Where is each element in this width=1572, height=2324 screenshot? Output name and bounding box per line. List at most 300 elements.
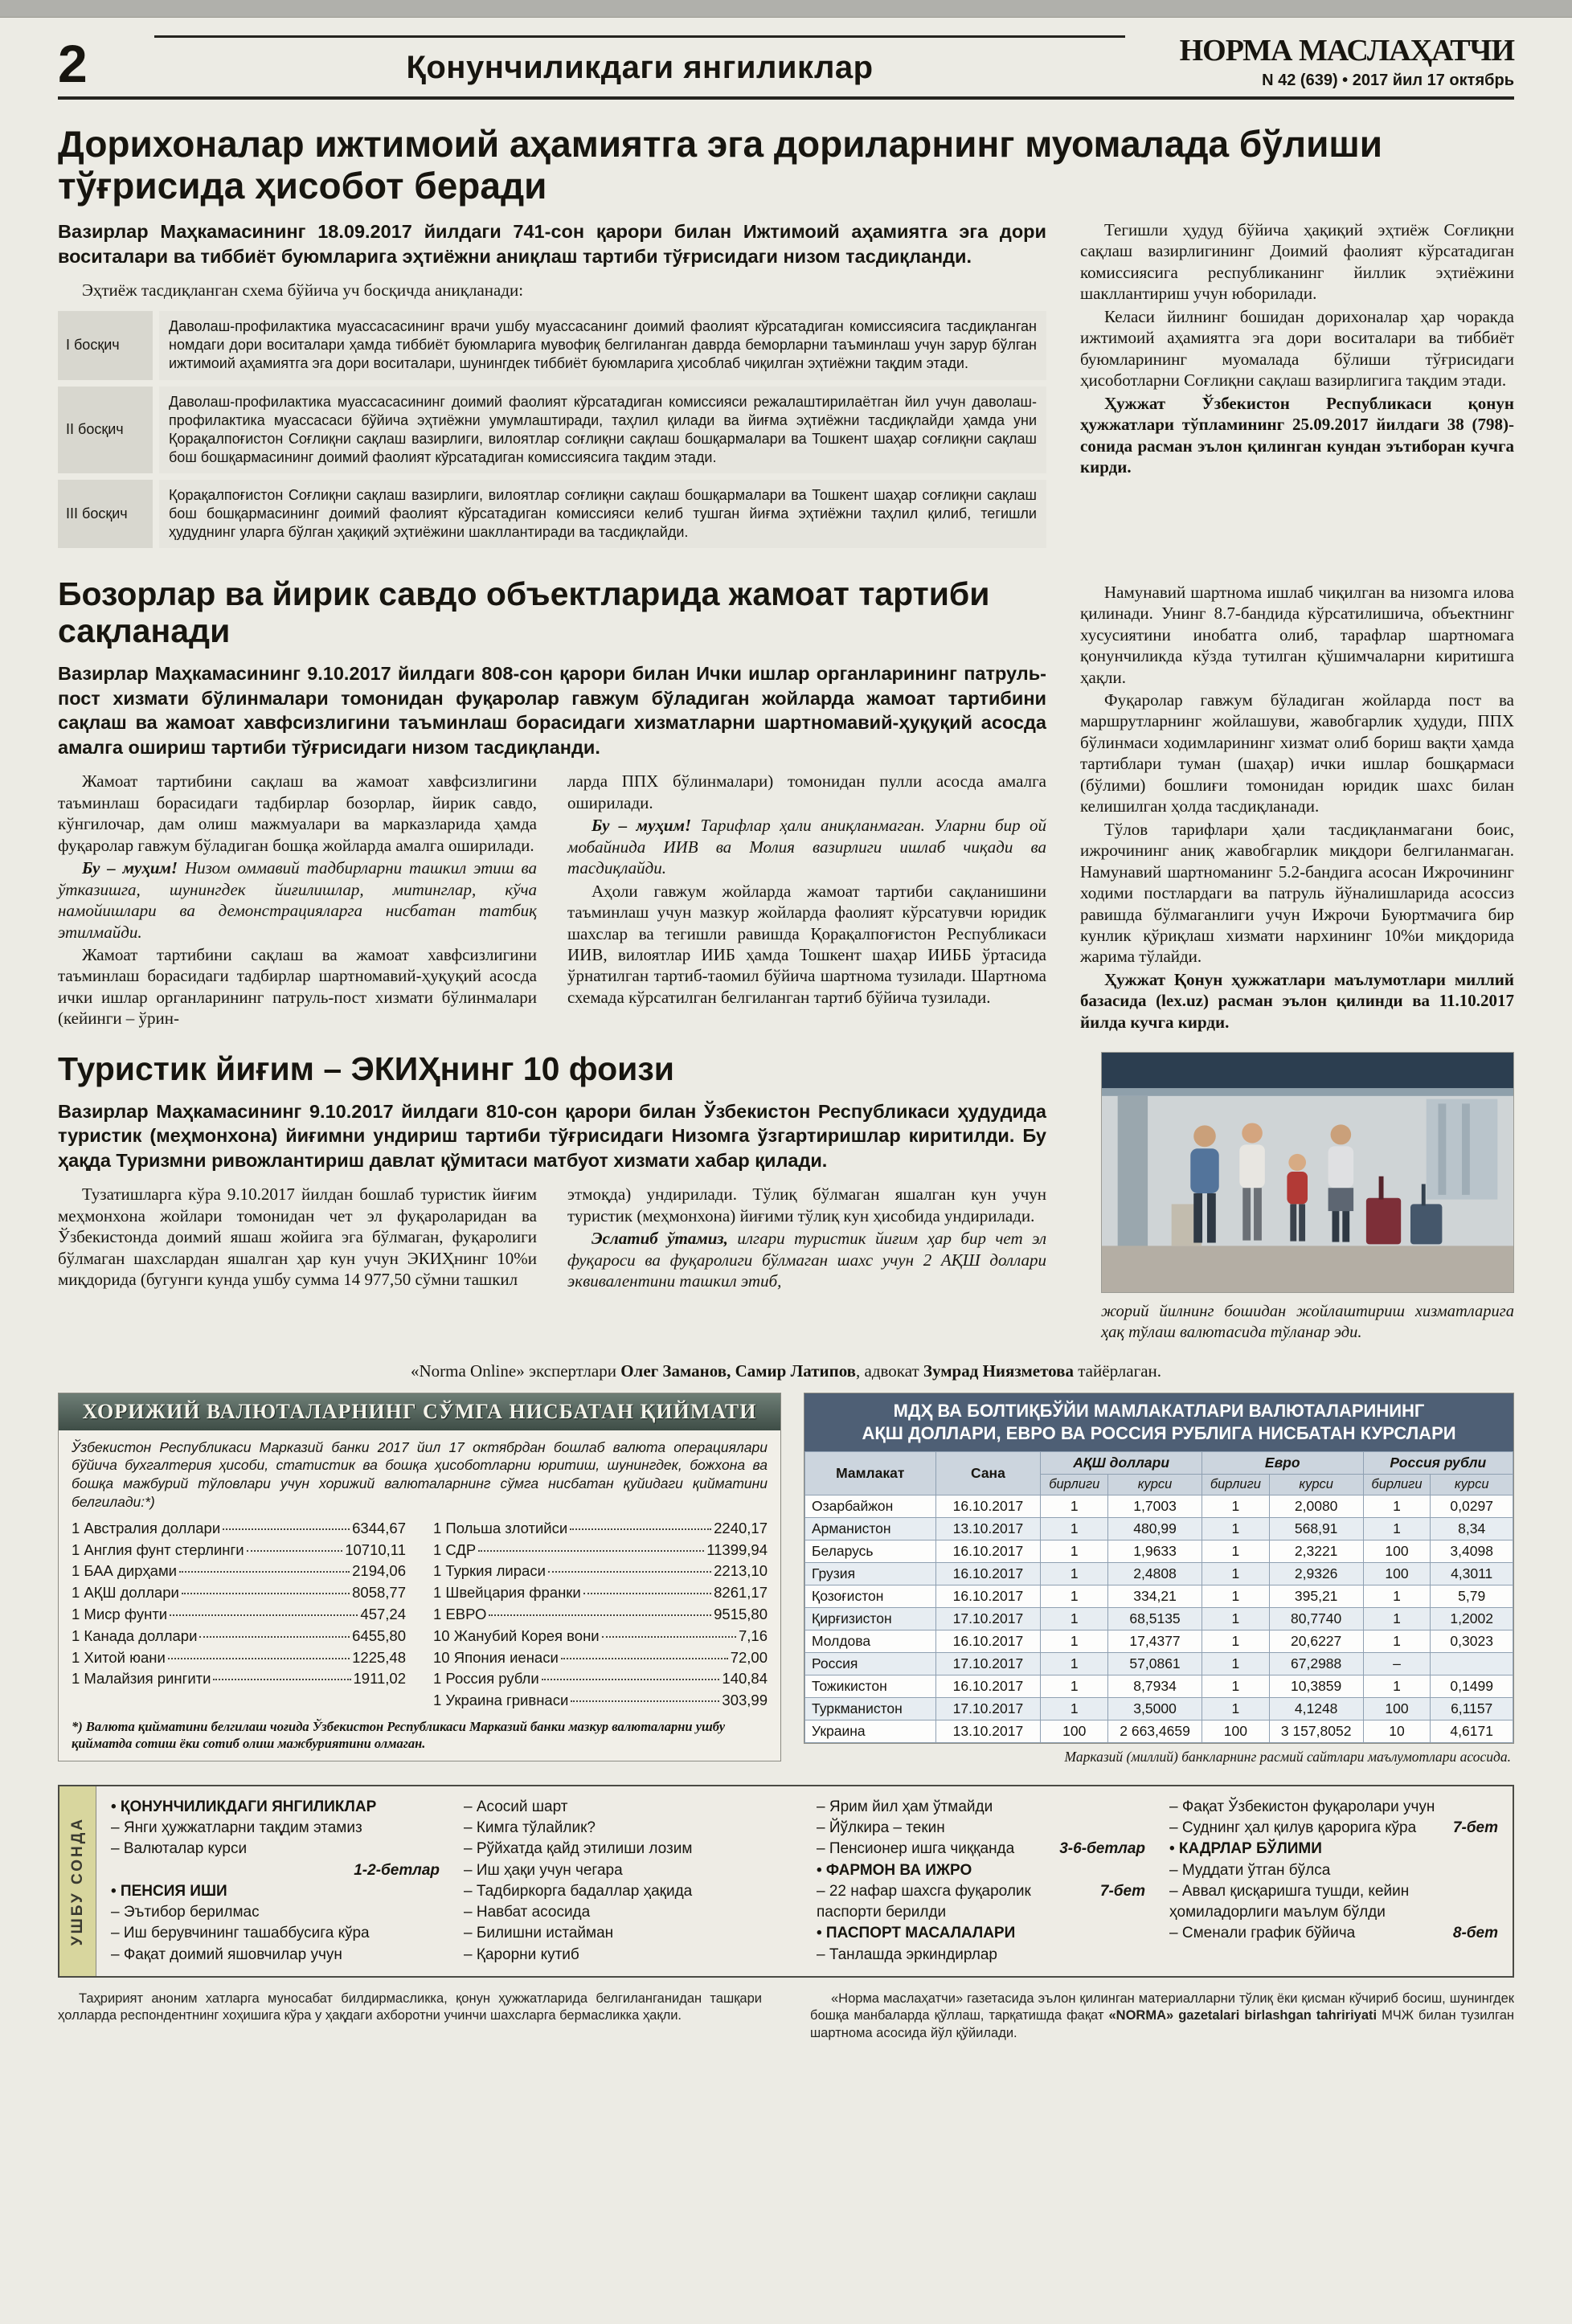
currency-label: 1 Швейцария франки [433,1584,581,1602]
toc-entry-text: – Фақат Ўзбекистон фуқаролари учун [1169,1798,1435,1816]
dotted-leader [199,1636,350,1638]
cell-usd-unit: 1 [1041,1495,1108,1518]
cell-country: Озарбайжон [805,1495,936,1518]
copyright-note [810,1991,1514,2042]
cell-usd-unit: 1 [1041,1675,1108,1698]
toc-entry-text: – Фақат доимий яшовчилар учун [111,1946,342,1963]
currency-rate-item [433,1518,768,1540]
cell-usd-rate: 17,4377 [1108,1630,1202,1653]
cell-date: 16.10.2017 [935,1540,1041,1563]
currency-value: 303,99 [722,1692,768,1709]
toc-entry-text: – Суднинг ҳал қилув қарорига кўра [1169,1819,1417,1837]
table-header [805,1452,1513,1495]
currency-value: 140,84 [722,1670,768,1688]
cell-usd-unit: 1 [1041,1563,1108,1585]
cell-eur-rate: 568,91 [1269,1518,1363,1540]
page-header [58,35,1514,100]
currency-rate-item [433,1604,768,1626]
toc-column [464,1797,792,1966]
dotted-leader [548,1571,711,1573]
stages-intro: Эҳтиёж тасдиқланган схема бўйича уч босқичда аниқланади: [82,280,524,301]
toc-entry-text: – Тадбиркорга бадаллар ҳақида [464,1882,693,1900]
photo-caption: жорий йилнинг бошидан жойлаштириш хизматларига ҳақ тўлаш валютасида тўланар эди. [1101,1303,1514,1342]
text-column [567,1184,1046,1291]
toc-entry [1169,1839,1498,1860]
cell-usd-unit: 1 [1041,1540,1108,1563]
cell-usd-rate: 8,7934 [1108,1675,1202,1698]
toc-entry [464,1839,792,1860]
currency-label: 10 Япония иенаси [433,1648,559,1666]
currency-label: 1 ЕВРО [433,1605,487,1622]
currency-value: 6344,67 [352,1519,406,1536]
toc-entry-text: – Иш ҳақи учун чегара [464,1861,623,1879]
cell-rub-unit: 10 [1363,1720,1431,1743]
toc-entry-text: – Пенсионер ишга чиққанда [817,1840,1015,1858]
cell-rub-rate: 0,1499 [1431,1675,1513,1698]
toc-column [1169,1797,1498,1966]
cell-eur-rate: 20,6227 [1269,1630,1363,1653]
footer-notes [58,1991,1514,2042]
sub-header-rate: курси [1108,1475,1202,1495]
sub-header-unit: бирлиги [1202,1475,1269,1495]
dotted-leader [602,1636,736,1638]
stage-row [58,387,1046,473]
text-column [567,771,1046,1029]
currency-value: 2240,17 [714,1519,768,1536]
fx-list-column [72,1518,406,1712]
tourists-photo [1101,1052,1514,1293]
credit-text: «Norma Online» экспертлари [410,1360,621,1381]
cell-usd-rate: 3,5000 [1108,1698,1202,1720]
stages-scheme [58,311,1046,547]
article-title: Туристик йиғим – ЭКИҲнинг 10 фоизи [58,1049,674,1087]
currency-rate-item [72,1582,406,1604]
cell-rub-rate: 5,79 [1431,1585,1513,1608]
col-header-country: Мамлакат [805,1452,936,1495]
table-row [805,1720,1513,1743]
cell-rub-rate: 3,4098 [1431,1540,1513,1563]
fx-rates-board [58,1393,781,1761]
cell-eur-rate: 395,21 [1269,1585,1363,1608]
issue-contents [58,1785,1514,1978]
cell-eur-unit: 100 [1202,1720,1269,1743]
article-lead: Вазирлар Маҳкамасининг 9.10.2017 йилдаги 808-сон қарори билан Ички ишлар органларининг патруль-пост хизмати бўлинмалари томонидан фуқаролар гавжум бўладиган жойларда жамоат тартибини сақлаш ва жамоат хавфсизлигини таъминлаш борасидаги хизматларни шартномавий-ҳуқуқий асосда амалга ошириш тартиби тўғрисидаги низом тасдиқланди. [58,663,1046,758]
cell-rub-unit: 1 [1363,1608,1431,1630]
cell-eur-rate: 3 157,8052 [1269,1720,1363,1743]
toc-entry-text: – Рўйхатда қайд этилиши лозим [464,1840,693,1858]
toc-entry [464,1818,792,1839]
toc-entry-text: – Сменали график бўйича [1169,1925,1356,1942]
copyright-text: МЧЖ билан тузилган шартнома асосида йўл қўйилади. [810,2008,1514,2040]
currency-label: 1 Россия рубли [433,1670,539,1688]
toc-entry-text: – Янги ҳужжатларни тақдим этамиз [111,1819,362,1837]
cell-rub-unit: 1 [1363,1585,1431,1608]
table-body [805,1495,1513,1743]
table-row [805,1540,1513,1563]
cell-rub-unit: 1 [1363,1495,1431,1518]
section-banner [154,35,1125,92]
toc-entry [111,1839,440,1860]
cell-eur-unit: 1 [1202,1675,1269,1698]
cell-date: 17.10.2017 [935,1653,1041,1675]
article-paragraph: Тегишли ҳудуд бўйича ҳақиқий эҳтиёж Соғлиқни сақлаш вазирлигининг Доимий фаолият кўрсатадиган комиссиясига республиканинг йиллик эҳтиёжини шакллантириш учун юборилади. [1080,220,1514,304]
cell-rub-rate: 4,6171 [1431,1720,1513,1743]
toc-entry-text: – Муддати ўтган бўлса [1169,1861,1331,1879]
toc-entry-text: • ҚОНУНЧИЛИКДАГИ ЯНГИЛИКЛАР [111,1798,377,1816]
dotted-leader [478,1550,704,1552]
cell-date: 16.10.2017 [935,1495,1041,1518]
cis-rates-board [804,1393,1514,1744]
cell-eur-unit: 1 [1202,1698,1269,1720]
currency-value: 10710,11 [345,1540,406,1558]
table-row [805,1630,1513,1653]
table-row [805,1495,1513,1518]
dotted-leader [179,1571,350,1573]
dotted-leader [542,1679,720,1680]
article-paragraph: Ҳужжат Ўзбекистон Республикаси қонун ҳужжатлари тўпламининг 25.09.2017 йилдаги 38 (798)-сонида расман эълон қилинган кундан эътиборан кучга кирди. [1080,393,1514,477]
toc-entry-text: – Аввал қисқаришга тушди, кейин ҳомиладорлиги маълум бўлди [1169,1882,1410,1921]
currency-rate-item [72,1668,406,1690]
currency-label: 1 БАА дирҳами [72,1562,177,1580]
col-header-usd: АҚШ доллари [1041,1452,1202,1475]
article-paragraph: этмоқда) ундирилади. Тўлиқ бўлмаган яшалган кун учун туристик (меҳмонхона) йиғими тўлиқ кун ҳисобида ундирилади. [567,1185,1046,1225]
toc-entry [817,1945,1145,1966]
article-paragraph: Фуқаролар гавжум бўладиган жойларда пост ва маршрутларнинг жойлашуви, жавобгарлик ҳудуди, ППХ бўлинмаси ходимларининг хизмат олиб бориш вақти ҳамда тартиблари туман (шаҳар) ички ишлар бошқармаси (бўлими) бошлиғи томонидан юридик шахс билан келишилган ҳолда тасдиқланади. [1080,690,1514,816]
currency-value: 2213,10 [714,1562,768,1580]
dotted-leader [571,1700,719,1702]
cell-usd-unit: 100 [1041,1720,1108,1743]
article-paragraph: Жамоат тартибини сақлаш ва жамоат хавфсизлигини таъминлаш борасидаги тадбирлар бозорлар, йирик савдо, кўнгилочар, дам олиш мажмуалари ва марказларида ҳамда фуқаролар гавжум бўладиган бошқа жойларда амалга оширилади. [58,771,537,855]
fx-list-column [433,1518,768,1712]
important-note [567,815,1046,878]
important-text: Низом оммавий тадбирларни ташкил этиш ва ўтказишга, шунингдек йиғилишлар, митинглар, кўча намойишлари ва демонстрацияларга нисбатан татбиқ этилмайди. [58,858,537,942]
currency-rate-item [433,1626,768,1647]
cell-rub-rate: 8,34 [1431,1518,1513,1540]
toc-entry-text: – Танлашда эркиндирлар [817,1946,998,1963]
cell-date: 16.10.2017 [935,1585,1041,1608]
toc-entry [464,1902,792,1923]
toc-entry [111,1797,440,1818]
toc-entry-text: – Эътибор берилмас [111,1904,260,1921]
currency-rate-item [433,1690,768,1712]
toc-entry-text: – Асосий шарт [464,1798,568,1816]
dotted-leader [213,1679,350,1680]
important-note [58,857,537,943]
currency-label: 1 Украина гривнаси [433,1692,569,1709]
toc-entry-text: – Валюталар курси [111,1840,248,1858]
cell-country: Молдова [805,1630,936,1653]
col-header-eur: Евро [1202,1452,1363,1475]
currency-value: 11399,94 [706,1540,768,1558]
toc-entry [1169,1881,1498,1923]
stage-row [58,311,1046,379]
currency-rate-item [72,1604,406,1626]
toc-entry [817,1797,1145,1818]
cell-eur-unit: 1 [1202,1518,1269,1540]
table-row [805,1608,1513,1630]
currency-label: 1 Канада доллари [72,1626,198,1644]
stage-text: Даволаш-профилактика муассасасининг врачи ушбу муассасанинг доимий фаолият кўрсатадиган комиссиясига тасдиқланган номдаги дори воситалари ҳамда тиббиёт буюмларига мувофиқ белгиланган даврда беморларни таъминлаш учун зарур бўлган ижтимоий аҳамиятга эга дори воситалари, шунингдек тиббиёт буюмларига ҳисоблаб чиқилган эҳтиёжни тақдим этади. [159,311,1046,379]
cell-country: Россия [805,1653,936,1675]
toc-page-ref: 7-бет [1099,1882,1145,1900]
dotted-leader [489,1614,711,1616]
currency-rate-item [433,1582,768,1604]
cell-rub-unit: 1 [1363,1675,1431,1698]
article-lead: Вазирлар Маҳкамасининг 9.10.2017 йилдаги 810-сон қарори билан Ўзбекистон Республикаси ҳудудида туристик (меҳмонхона) йиғимни ундириш тартиби тўғрисидаги Низомга ўзгартиришлар киритилди. Бу ҳақда Туризмни ривожлантириш давлат қўмитаси матбуот хизмати хабар қилади. [58,1100,1046,1171]
cell-rub-unit: – [1363,1653,1431,1675]
currency-label: 1 АҚШ доллари [72,1584,179,1602]
toc-entry [111,1902,440,1923]
toc-entry-text: – Йўлкира – текин [817,1819,945,1837]
cell-eur-unit: 1 [1202,1630,1269,1653]
currency-rate-item [433,1540,768,1561]
toc-entry [1169,1797,1498,1818]
sub-header-rate: курси [1431,1475,1513,1495]
dotted-leader [561,1658,728,1659]
currency-label: 1 Австралия доллари [72,1519,221,1536]
toc-entry [111,1923,440,1944]
reminder-text: илгари туристик йиғим ҳар бир чет эл фуқароси ва фуқаролиги бўлмаган шахс учун 2 АҚШ доллари эквивалентини ташкил этиб, [567,1229,1046,1291]
toc-entry-text: – Кимга тўлайлик? [464,1819,596,1837]
issue-contents-strip [59,1786,96,1976]
toc-entry-text: • ФАРМОН ВА ИЖРО [817,1861,972,1879]
sub-header-unit: бирлиги [1041,1475,1108,1495]
toc-entry-text: • КАДРЛАР БЎЛИМИ [1169,1840,1322,1858]
cell-usd-unit: 1 [1041,1630,1108,1653]
cell-usd-rate: 334,21 [1108,1585,1202,1608]
currency-label: 1 СДР [433,1540,477,1558]
toc-entry [111,1945,440,1966]
cell-usd-rate: 68,5135 [1108,1608,1202,1630]
toc-entry [111,1860,440,1881]
publisher-name: «NORMA» gazetalari birlashgan tahririyati [1108,2008,1378,2023]
currency-rate-item [72,1626,406,1647]
toc-entry-text: • ПЕНСИЯ ИШИ [111,1882,227,1900]
lawyer-name: Зумрад Ниязметова [923,1360,1074,1381]
currency-label: 1 Миср фунти [72,1605,168,1622]
cell-rub-rate: 1,2002 [1431,1608,1513,1630]
cell-country: Туркманистон [805,1698,936,1720]
cell-rub-rate: 0,0297 [1431,1495,1513,1518]
cell-usd-rate: 1,7003 [1108,1495,1202,1518]
sub-header-unit: бирлиги [1363,1475,1431,1495]
table-row [805,1653,1513,1675]
article-paragraph: Тўлов тарифлари ҳали тасдиқланмагани боис, ижрочининг аниқ жавобгарлик миқдори белгиланмаган. Намунавий шартноманинг 5.2-бандига асосан Ижрочининг ходими постлардаги ва патруль йўналишларида асоссиз равишда бўлмаганлиги учун Ижрочи Буюртмачига бир кунлик қўриқлаш хизмати нархининг 10%и миқдорида жарима тўлайди. [1080,819,1514,967]
article-pharmacy [58,124,1514,554]
toc-entry [111,1881,440,1902]
right-rail [1080,554,1514,1344]
cell-eur-rate: 10,3859 [1269,1675,1363,1698]
cell-usd-rate: 480,99 [1108,1518,1202,1540]
cell-usd-unit: 1 [1041,1585,1108,1608]
table-row [805,1698,1513,1720]
cis-board-title [804,1393,1513,1451]
fx-board-title: ХОРИЖИЙ ВАЛЮТАЛАРНИНГ СЎМГА НИСБАТАН ҚИЙМАТИ [59,1393,780,1430]
currency-value: 8261,17 [714,1584,768,1602]
text-column [58,1184,537,1291]
cell-rub-rate: 0,3023 [1431,1630,1513,1653]
cell-country: Арманистон [805,1518,936,1540]
cell-eur-rate: 2,3221 [1269,1540,1363,1563]
toc-entry [464,1923,792,1944]
dotted-leader [223,1528,350,1530]
cell-country: Қозоғистон [805,1585,936,1608]
table-row [805,1563,1513,1585]
stage-label: II босқич [58,387,153,473]
article-paragraph: Намунавий шартнома ишлаб чиқилган ва низомга илова қилинади. Унинг 8.7-бандида кўрсатилишича, объектнинг хусусиятини инобатга олиб, тарафлар шартномага қонунчиликда кўзда тутилган қўшимчаларни киритишга ҳақли. [1080,582,1514,687]
stage-label: III босқич [58,480,153,548]
currency-value: 1911,02 [353,1670,406,1688]
important-label: Бу – муҳим! [592,816,692,836]
stage-row [58,480,1046,548]
stage-text: Қорақалпоғистон Соғлиқни сақлаш вазирлиги, вилоятлар соғлиқни сақлаш бошқармалари ва Тошкент шаҳар соғлиқни сақлаш бош бошқармасининг доимий фаолият кўрсатадиган комиссияси келиб тушган йиғма эҳтиёжни таҳлил қилиб, тегишли ҳудуднинг уларга бўлган ҳақиқий эҳтиёжини шакллантиради ва тасдиқлайди. [159,480,1046,548]
cell-rub-unit: 100 [1363,1698,1431,1720]
reminder-label: Эслатиб ўтамиз, [592,1229,728,1249]
cell-date: 16.10.2017 [935,1630,1041,1653]
cell-usd-unit: 1 [1041,1653,1108,1675]
masthead-block [1152,35,1514,92]
cell-country: Беларусь [805,1540,936,1563]
article-tourism [58,1050,1046,1292]
toc-entry [1169,1923,1498,1944]
stage-text: Даволаш-профилактика муассасасининг доимий фаолият кўрсатадиган комиссияси режалаштирилаётган йил учун даволаш-профилактика муассасаси бўйича эҳтиёжни умумлаштиради, таҳлил қилади ва йиғма эҳтиёжни тасдиқлайди ҳамда уни Қорақалпоғистон Соғлиқни сақлаш вазирлиги, вилоятлар соғлиқни сақлаш бошқармалари ва Тошкент шаҳар соғлиқни сақлаш бош бошқармасининг доимий фаолият кўрсатадиган комиссиясига тақдим этади. [159,387,1046,473]
editorial-policy-note: Таҳририят аноним хатларга муносабат билдирмасликка, қонун ҳужжатларида белгиланганидан ташқари ҳолларда респондентнинг хоҳишига кўра у ҳақдаги ахборотни учинчи шахсларга бермасликка ҳақли. [58,1991,762,2023]
cell-usd-unit: 1 [1041,1608,1108,1630]
currency-rate-item [433,1561,768,1582]
toc-entry-text: – 22 нафар шахсга фуқаролик паспорти берилди [817,1882,1031,1921]
cell-rub-rate [1431,1653,1513,1675]
article-paragraph: Аҳоли гавжум жойларда жамоат тартиби сақланишини таъминлаш учун мазкур жойларда фаолият кўрсатувчи юридик шахслар ва тегишли равишда Қорақалпоғистон Республикаси ИИВ, вилоятлар ИИБ ҳамда Тошкент шаҳар ИИББ ўртасида ўрнатилган тартиб-таомил бўйича шартнома тузилади. Шартнома схемада кўрсатилган белгиланган тартиб бўйича тузилади. [567,881,1046,1007]
currency-rate-item [72,1647,406,1669]
toc-entry [1169,1860,1498,1881]
toc-entry-text: – Иш берувчининг ташаббусига кўра [111,1925,370,1942]
article-paragraph: Тузатишларга кўра 9.10.2017 йилдан бошлаб туристик йиғим меҳмонхона жойлари томонидан чет эл фуқароларидан ва Ўзбекистонда доимий яшаш жойига эга бўлмаган, фуқаролиги бўлмаган шахслардан яшалган ҳар кун учун ЭКИҲнинг 10%и миқдорида (бугунги кунда ушбу сумма 14 977,50 сўмни ташкил [58,1185,537,1290]
section-title: Қонунчиликдаги янгиликлар [406,50,874,85]
cell-date: 13.10.2017 [935,1720,1041,1743]
toc-page-ref: 3-6-бетлар [1059,1840,1145,1858]
cell-usd-rate: 2,4808 [1108,1563,1202,1585]
dotted-leader [182,1593,350,1594]
cell-date: 16.10.2017 [935,1563,1041,1585]
dotted-leader [170,1614,358,1616]
cell-eur-unit: 1 [1202,1495,1269,1518]
currency-rate-item [433,1647,768,1669]
cell-eur-rate: 2,0080 [1269,1495,1363,1518]
article-lead: Вазирлар Маҳкамасининг 18.09.2017 йилдаги 741-сон қарори билан Ижтимоий аҳамиятга эга дори воситалари ва тиббиёт буюмларига эҳтиёжни аниқлаш тартиби тўғрисидаги низом тасдиқланди. [58,221,1046,267]
article-paragraph: Келаси йилнинг бошидан дорихоналар ҳар чоракда ижтимоий аҳамиятга эга дори воситалари ва тиббиёт буюмларининг муомалада бўлиши тўғрисидаги ҳисоботларни Соғлиқни сақлаш вазирлигига тақдим этади. [1080,306,1514,391]
copyright-text: «Норма маслаҳатчи» газетасида эълон қилинган материалларни тўлиқ ёки қисман кўчириб босиш, шунингдек бошқа манбаларда қўллаш, тарқатишда фақат [810,1991,1514,2023]
page-number: 2 [58,34,88,93]
cell-rub-unit: 1 [1363,1518,1431,1540]
currency-label: 1 Малайзия рингити [72,1670,211,1688]
table-row [805,1675,1513,1698]
cell-usd-rate: 57,0861 [1108,1653,1202,1675]
photo-block [1101,1052,1514,1343]
cell-country: Грузия [805,1563,936,1585]
toc-entry-text: • ПАСПОРТ МАСАЛАЛАРИ [817,1925,1016,1942]
credit-text: тайёрлаган. [1074,1360,1162,1381]
cell-eur-unit: 1 [1202,1653,1269,1675]
currency-rate-item [72,1561,406,1582]
cell-usd-unit: 1 [1041,1518,1108,1540]
text-column [58,771,537,1029]
currency-value: 72,00 [730,1648,768,1666]
stage-label: I босқич [58,311,153,379]
toc-entry [817,1881,1145,1923]
currency-rate-item [433,1668,768,1690]
toc-entry [464,1797,792,1818]
cell-eur-unit: 1 [1202,1563,1269,1585]
issue-contents-label: УШБУ СОНДА [68,1816,86,1946]
currency-label: 1 Туркия лираси [433,1562,546,1580]
toc-entry-text: – Билишни истайман [464,1925,614,1942]
currency-rate-item [72,1540,406,1561]
cell-country: Украина [805,1720,936,1743]
article-paragraph: ларда ППХ бўлинмалари) томонидан пулли асосда амалга оширилади. [567,771,1046,812]
cis-source-note: Марказий (миллий) банкларнинг расмий сайтлари маълумотлари асосида. [1064,1749,1511,1766]
cell-eur-unit: 1 [1202,1540,1269,1563]
toc-entry-text: – Навбат асосида [464,1904,591,1921]
article-paragraph: Ҳужжат Қонун ҳужжатлари маълумотлари миллий базасида (lex.uz) расман эълон қилинди ва 11.10.2017 йилда кучга кирди. [1080,969,1514,1032]
article-right-column [1080,219,1514,554]
toc-column [111,1797,440,1966]
toc-entry [817,1923,1145,1944]
article-title: Дорихоналар ижтимоий аҳамиятга эга дориларнинг муомалада бўлиши тўғрисида ҳисобот беради [58,123,1383,207]
cell-usd-rate: 1,9633 [1108,1540,1202,1563]
cell-rub-rate: 6,1157 [1431,1698,1513,1720]
currency-value: 9515,80 [714,1605,768,1622]
dotted-leader [247,1550,343,1552]
toc-entry [464,1945,792,1966]
cell-eur-unit: 1 [1202,1608,1269,1630]
toc-entry [464,1881,792,1902]
col-header-date: Сана [935,1452,1041,1495]
toc-column [817,1797,1145,1966]
cell-date: 17.10.2017 [935,1608,1041,1630]
cell-eur-rate: 67,2988 [1269,1653,1363,1675]
credit-line [58,1361,1514,1381]
fx-footnote: *) Валюта қийматини белгилаш чоғида Ўзбекистон Республикаси Марказий банки мазкур валюталарни ушбу қийматда сотиш ёки сотиб олиш мажбуриятини олмаган. [72,1719,726,1752]
toc-entry [817,1860,1145,1881]
cis-rates-table [804,1451,1513,1743]
dotted-leader [583,1593,711,1594]
article-markets [58,575,1046,1029]
cis-title-line1: МДҲ ВА БОЛТИҚБЎЙИ МАМЛАКАТЛАРИ ВАЛЮТАЛАРИНИНГ [893,1400,1425,1421]
currency-rate-item [72,1518,406,1540]
credit-text: , адвокат [856,1360,923,1381]
cell-rub-unit: 100 [1363,1563,1431,1585]
newspaper-masthead: НОРМА МАСЛАҲАТЧИ [1179,34,1514,68]
currency-value: 1225,48 [352,1648,406,1666]
top-margin-strip [0,0,1572,18]
expert-names: Олег Заманов, Самир Латипов [620,1360,857,1381]
article-title: Бозорлар ва йирик савдо объектларида жамоат тартиби сақланади [58,575,990,650]
cell-rub-rate: 4,3011 [1431,1563,1513,1585]
currency-label: 1 Хитой юани [72,1648,166,1666]
toc-page-ref: 7-бет [1452,1819,1498,1837]
toc-entry [111,1818,440,1839]
cell-eur-rate: 4,1248 [1269,1698,1363,1720]
sub-header-rate: курси [1269,1475,1363,1495]
toc-page-ref: 1-2-бетлар [354,1861,440,1879]
toc-entry [1169,1818,1498,1839]
toc-entry-text: – Ярим йил ҳам ўтмайди [817,1798,993,1816]
currency-value: 7,16 [738,1626,768,1644]
cell-country: Қирғизистон [805,1608,936,1630]
currency-label: 10 Жанубий Корея вони [433,1626,600,1644]
toc-entry [817,1839,1145,1860]
cell-rub-unit: 100 [1363,1540,1431,1563]
